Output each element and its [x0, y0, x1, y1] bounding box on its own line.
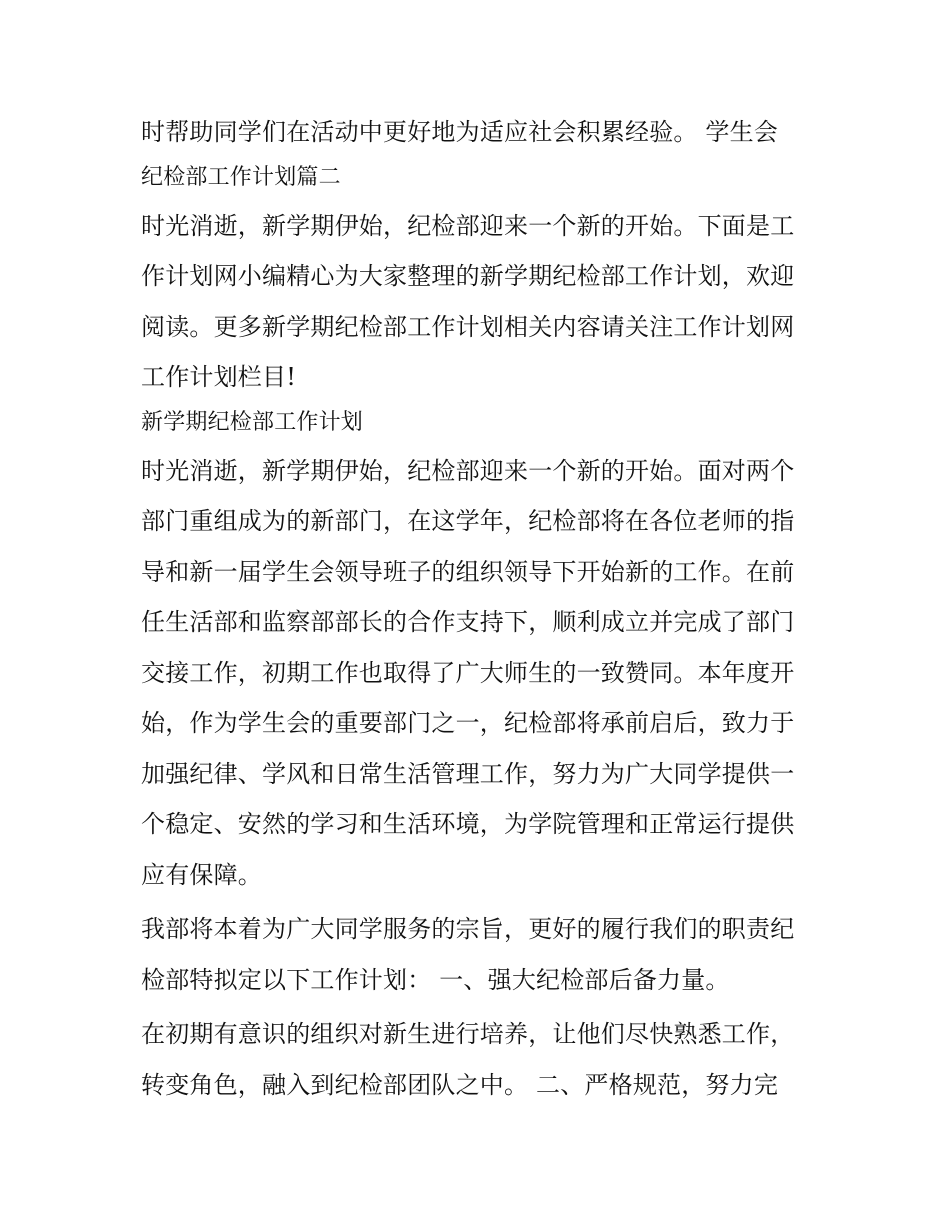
text-line: 时光消逝，新学期伊始，纪检部迎来一个新的开始。下面是工 — [141, 211, 795, 240]
text-line: 任生活部和监察部部长的合作支持下，顺利成立并完成了部门 — [141, 608, 795, 636]
section-heading: 纪检部工作计划篇二 — [141, 164, 341, 190]
text-line: 我部将本着为广大同学服务的宗旨，更好的履行我们的职责纪 — [141, 915, 795, 943]
text-line: 加强纪律、学风和日常生活管理工作，努力为广大同学提供一 — [141, 759, 795, 788]
text-line: 转变角色，融入到纪检部团队之中。 二、严格规范，努力完 — [141, 1070, 779, 1099]
document-body — [141, 107, 821, 1110]
text-line: 部门重组成为的新部门，在这学年，纪检部将在各位老师的指 — [141, 507, 795, 535]
text-line: 应有保障。 — [141, 860, 262, 889]
section-heading: 新学期纪检部工作计划 — [141, 409, 364, 435]
text-line: 交接工作，初期工作也取得了广大师生的一致赞同。本年度开 — [141, 658, 795, 687]
text-line: 作计划网小编精心为大家整理的新学期纪检部工作计划，欢迎 — [141, 262, 795, 290]
text-line: 始，作为学生会的重要部门之一，纪检部将承前启后，致力于 — [141, 709, 795, 737]
text-line: 时帮助同学们在活动中更好地为适应社会积累经验。 学生会 — [141, 118, 779, 146]
text-line: 检部特拟定以下工作计划： 一、强大纪检部后备力量。 — [141, 965, 730, 994]
text-line: 阅读。更多新学期纪检部工作计划相关内容请关注工作计划网 — [141, 312, 795, 341]
text-line: 工作计划栏目! — [141, 363, 297, 391]
text-line: 个稳定、安然的学习和生活环境，为学院管理和正常运行提供 — [141, 810, 795, 838]
text-line: 导和新一届学生会领导班子的组织领导下开始新的工作。在前 — [141, 557, 795, 586]
text-line: 时光消逝，新学期伊始，纪检部迎来一个新的开始。面对两个 — [141, 456, 795, 485]
text-line: 在初期有意识的组织对新生进行培养，让他们尽快熟悉工作， — [141, 1020, 795, 1048]
